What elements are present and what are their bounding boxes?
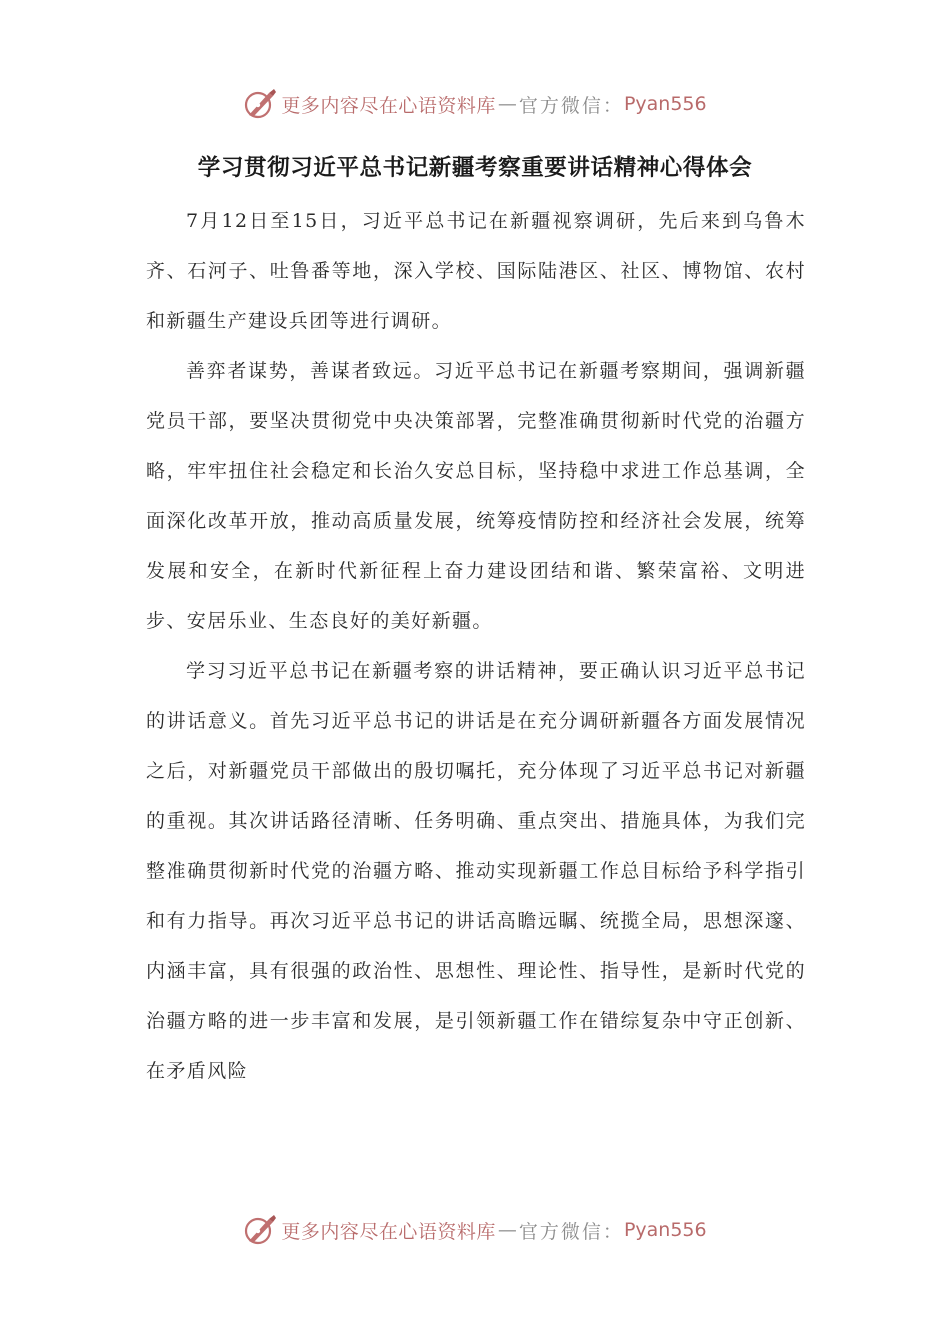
watermark-wechat-id: Pyan556 bbox=[623, 1219, 707, 1241]
watermark-brand: 更多内容尽在心语资料库 bbox=[281, 94, 496, 117]
watermark-wechat-id: Pyan556 bbox=[623, 93, 707, 115]
watermark-official-label: 官方微信： bbox=[518, 1220, 624, 1243]
watermark-brand: 更多内容尽在心语资料库 bbox=[281, 1220, 496, 1243]
watermark-separator: — bbox=[497, 93, 517, 115]
paragraph-1: 7月12日至15日，习近平总书记在新疆视察调研，先后来到乌鲁木齐、石河子、吐鲁番等地，深入学校、国际陆港区、社区、博物馆、农村和新疆生产建设兵团等进行调研。 bbox=[146, 210, 806, 332]
pen-nib-circle-icon bbox=[243, 1213, 277, 1247]
paragraph-3: 学习习近平总书记在新疆考察的讲话精神，要正确认识习近平总书记的讲话意义。首先习近平总书记的讲话是在充分调研新疆各方面发展情况之后，对新疆党员干部做出的殷切嘱托，充分体现了习近平总书记对新疆的重视。其次讲话路径清晰、任务明确、重点突出、措施具体，为我们完整准确贯彻新时代党的治疆方略、推动实现新疆工作总目标给予科学指引和有力指导。再次习近平总书记的讲话高瞻远瞩、统揽全局，思想深邃、内涵丰富，具有很强的政治性、思想性、理论性、指导性，是新时代党的治疆方略的进一步丰富和发展，是引领新疆工作在错综复杂中守正创新、在矛盾风险 bbox=[146, 660, 806, 1082]
footer-watermark bbox=[0, 1210, 950, 1250]
watermark-official-label: 官方微信： bbox=[518, 94, 624, 117]
header-watermark bbox=[0, 84, 950, 124]
document-title: 学习贯彻习近平总书记新疆考察重要讲话精神心得体会 bbox=[197, 155, 753, 181]
watermark-separator: — bbox=[497, 1219, 517, 1241]
document-body bbox=[146, 196, 806, 1096]
pen-nib-circle-icon bbox=[243, 87, 277, 121]
paragraph-2: 善弈者谋势，善谋者致远。习近平总书记在新疆考察期间，强调新疆党员干部，要坚决贯彻党中央决策部署，完整准确贯彻新时代党的治疆方略，牢牢扭住社会稳定和长治久安总目标，坚持稳中求进工作总基调，全面深化改革开放，推动高质量发展，统筹疫情防控和经济社会发展，统筹发展和安全，在新时代新征程上奋力建设团结和谐、繁荣富裕、文明进步、安居乐业、生态良好的美好新疆。 bbox=[146, 360, 806, 632]
